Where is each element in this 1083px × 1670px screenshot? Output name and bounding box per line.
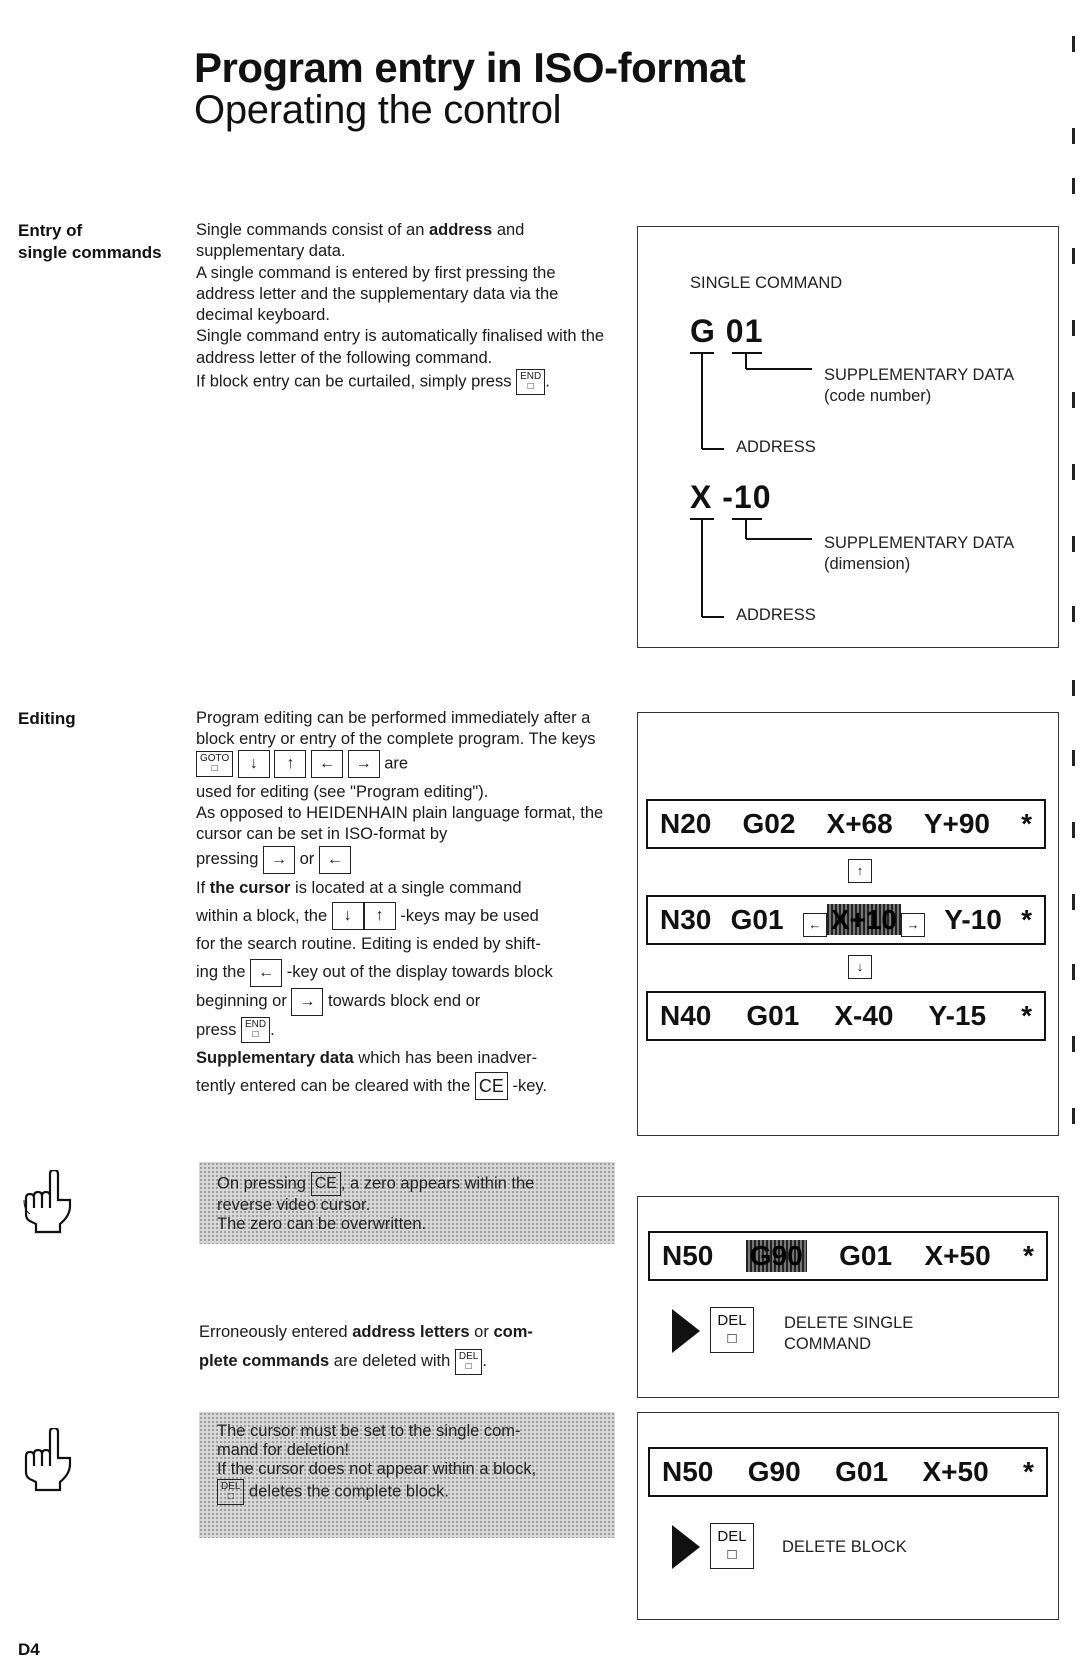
- arrow-up-key-icon: ↑: [274, 750, 306, 778]
- section-label-editing: Editing: [18, 709, 76, 728]
- end-key-icon: END □: [241, 1017, 270, 1043]
- display-row-n40: N40 G01 X-40 Y-15 *: [646, 991, 1046, 1041]
- action-delete-block: DELETE BLOCK: [782, 1538, 907, 1556]
- arrow-right-key-icon: →: [291, 988, 323, 1016]
- binding-mark: [1072, 680, 1075, 696]
- arrow-left-key-icon: ←: [319, 846, 351, 874]
- delete-block-diagram: [637, 1412, 1059, 1620]
- display-row-n50-single: N50 G90 G01 X+50 *: [648, 1231, 1048, 1281]
- arrow-up-key-icon: ↑: [848, 859, 872, 883]
- del-key-icon: DEL □: [455, 1349, 482, 1375]
- address-label-2: ADDRESS: [736, 606, 816, 624]
- binding-mark: [1072, 964, 1075, 980]
- arrow-down-key-icon: ↓: [238, 750, 270, 778]
- binding-mark: [1072, 248, 1075, 264]
- page-title: Program entry in ISO-format: [194, 44, 746, 91]
- display-row-n50-block: N50 G90 G01 X+50 *: [648, 1447, 1048, 1497]
- binding-mark: [1072, 128, 1075, 144]
- arrow-right-key-icon: →: [348, 750, 380, 778]
- arrow-left-key-icon: ←: [803, 913, 827, 937]
- ce-key-icon: CE: [311, 1172, 341, 1196]
- play-arrow-icon: [672, 1309, 700, 1353]
- binding-mark: [1072, 1036, 1075, 1052]
- arrow-down-key-icon: ↓: [848, 955, 872, 979]
- section-label-entry: Entry of single commands: [18, 221, 162, 262]
- binding-mark: [1072, 464, 1075, 480]
- display-row-n20: N20 G02 X+68 Y+90 *: [646, 799, 1046, 849]
- note-delete-cursor: The cursor must be set to the single com- mand for deletion! If the cursor does not appear within a block, DEL □ deletes the complete block.: [199, 1412, 615, 1538]
- code-x-10: X -10: [690, 479, 772, 515]
- binding-mark: [1072, 178, 1075, 194]
- binding-mark: [1072, 36, 1075, 52]
- del-key-icon: DEL □: [710, 1307, 754, 1353]
- page-number: D4: [18, 1640, 40, 1659]
- note-ce-key: On pressing CE , a zero appears within the reverse video cursor. The zero can be overwritten.: [199, 1162, 615, 1244]
- play-arrow-icon: [672, 1525, 700, 1569]
- binding-mark: [1072, 320, 1075, 336]
- del-key-icon: DEL □: [217, 1479, 244, 1505]
- end-key-icon: END □: [516, 369, 545, 395]
- binding-mark: [1072, 894, 1075, 910]
- binding-mark: [1072, 606, 1075, 622]
- arrow-left-key-icon: ←: [311, 750, 343, 778]
- delete-text: Erroneously entered address letters or com- plete commands are deleted with DEL □ .: [199, 1318, 619, 1376]
- arrow-right-key-icon: →: [263, 846, 295, 874]
- reverse-video-cursor: G90: [746, 1240, 807, 1272]
- binding-mark: [1072, 536, 1075, 552]
- arrow-right-key-icon: →: [901, 913, 925, 937]
- pointing-hand-icon: [22, 1428, 74, 1492]
- arrow-down-key-icon: ↓: [332, 902, 364, 930]
- single-command-diagram: [637, 226, 1059, 648]
- ce-key-icon: CE: [475, 1072, 508, 1100]
- pointing-hand-icon: [22, 1170, 74, 1234]
- single-command-text: Single commands consist of an address and supplementary data. A single command is entered by first pressing the address letter and the supplementary data via the decimal keyboard. Single command entry is automatically finalised with the address letter of the following command. If block entry can be curtailed, simply press END □ .: [196, 220, 616, 395]
- binding-mark: [1072, 822, 1075, 838]
- action-delete-single: DELETE SINGLE COMMAND: [784, 1314, 914, 1353]
- display-row-n30: N30 G01 ← X+10 → Y-10 *: [646, 895, 1046, 945]
- address-label-1: ADDRESS: [736, 438, 816, 456]
- del-key-icon: DEL □: [710, 1523, 754, 1569]
- diagram-heading: SINGLE COMMAND: [690, 274, 843, 292]
- binding-mark: [1072, 1108, 1075, 1124]
- supp-data-label-2: SUPPLEMENTARY DATA (dimension): [824, 534, 1015, 573]
- reverse-video-cursor: X+10: [827, 904, 901, 935]
- code-g01: G 01: [690, 313, 764, 349]
- editing-display-diagram: [637, 712, 1059, 1136]
- supp-data-label-1: SUPPLEMENTARY DATA (code number): [824, 366, 1015, 405]
- arrow-left-key-icon: ←: [250, 959, 282, 987]
- editing-text: Program editing can be performed immediately after a block entry or entry of the complete program. The keys GOTO □ ↓ ↑ ← → are used for editing (see "Program editing"). As opposed to HEIDENHAIN plain language format, the cursor can be set in ISO-format by pressing → or ← If the cursor is located at a single command within a block, the ↓ ↑ -keys may be used for the search routine. Editing is ended by shift- ing the ← -key out of the display towards block beginning or → towards block end or press END □ . Supplementary data which has been inadver- tently entered can be cleared with the CE -key.: [196, 708, 616, 1100]
- goto-key-icon: GOTO □: [196, 751, 233, 777]
- page-subtitle: Operating the control: [194, 88, 562, 132]
- arrow-up-key-icon: ↑: [364, 902, 396, 930]
- binding-mark: [1072, 392, 1075, 408]
- binding-mark: [1072, 750, 1075, 766]
- delete-single-command-diagram: [637, 1196, 1059, 1398]
